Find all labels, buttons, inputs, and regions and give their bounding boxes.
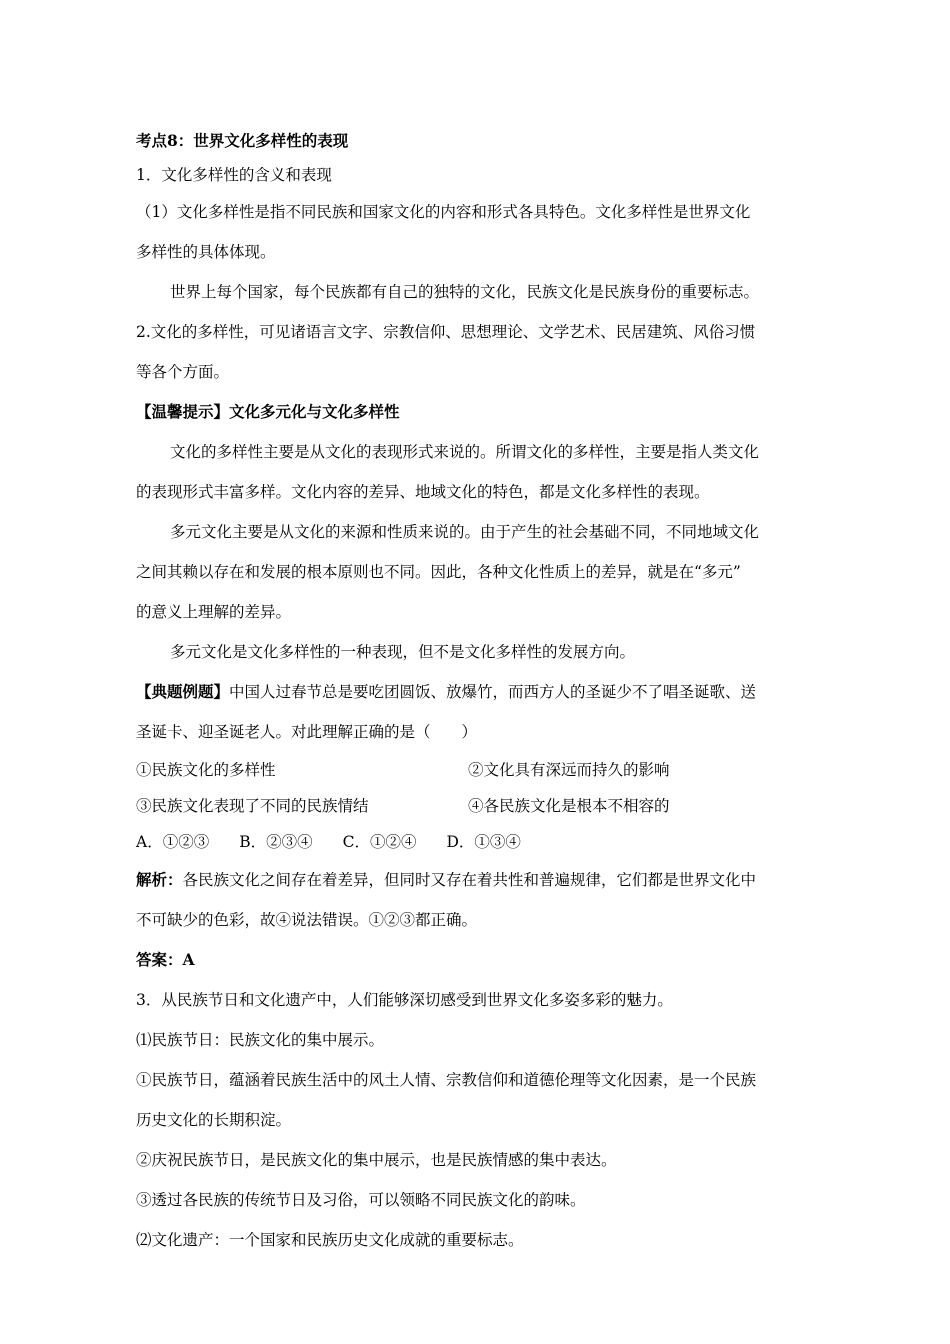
option-d: D．①③④ [446,833,521,851]
section3-item2: ②庆祝民族节日，是民族文化的集中展示，也是民族情感的集中表达。 [136,1151,617,1169]
tip-title: 文化多元化与文化多样性 [229,402,400,421]
example-options [136,824,816,860]
section1-paragraph1-line2: 多样性的具体体现。 [136,243,276,261]
tip-paragraph2-line3: 的意义上理解的差异。 [136,603,292,621]
analysis-line1 [136,860,816,900]
tip-paragraph1-line1: 文化的多样性主要是从文化的表现形式来说的。所谓文化的多样性，主要是指人类文化 [170,443,760,461]
analysis-line2: 不可缺少的色彩，故④说法错误。①②③都正确。 [136,911,478,929]
tip-label: 【温馨提示】 [136,402,230,421]
tip-heading [136,392,816,432]
example-stem-line1 [136,672,816,712]
analysis-label: 解析： [136,870,183,889]
document-content [136,124,816,1260]
section1-paragraph1-line1: （1）文化多样性是指不同民族和国家文化的内容和形式各具特色。文化多样性是世界文化 [136,203,751,221]
section1-title: 1．文化多样性的含义和表现 [136,166,332,184]
section2-line2: 等各个方面。 [136,363,230,381]
section2-line1: 2.文化的多样性，可见诸语言文字、宗教信仰、思想理论、文学艺术、民居建筑、风俗习惯 [136,323,756,341]
example-items-row1 [136,752,816,788]
tip-paragraph2-line2: 之间其赖以存在和发展的根本原则也不同。因此，各种文化性质上的差异，就是在“多元” [136,563,741,581]
section3-title: 3．从民族节日和文化遗产中，人们能够深切感受到世界文化多姿多彩的魅力。 [136,991,673,1009]
option-c: C．①②④ [342,833,417,851]
tip-paragraph2-line1: 多元文化主要是从文化的来源和性质来说的。由于产生的社会基础不同，不同地域文化 [170,523,760,541]
answer-line [136,940,816,980]
tip-paragraph3: 多元文化是文化多样性的一种表现，但不是文化多样性的发展方向。 [170,643,636,661]
option-b: B．②③④ [239,833,313,851]
section3-item1-line1: ①民族节日，蕴涵着民族生活中的风土人情、宗教信仰和道德伦理等文化因素，是一个民族 [136,1071,757,1089]
answer-label: 答案： [136,950,183,969]
example-item-3: ③民族文化表现了不同的民族情结 [136,797,369,815]
analysis-text: 各民族文化之间存在着差异，但同时又存在着共性和普遍规律，它们都是世界文化中 [182,871,757,889]
example-stem-line2: 圣诞卡、迎圣诞老人。对此理解正确的是（ ） [136,723,478,741]
section3-sub2: ⑵文化遗产：一个国家和民族历史文化成就的重要标志。 [136,1231,524,1249]
example-stem-text: 中国人过春节总是要吃团圆饭、放爆竹，而西方人的圣诞少不了唱圣诞歌、送 [229,683,757,701]
tip-paragraph1-line2: 的表现形式丰富多样。文化内容的差异、地域文化的特色，都是文化多样性的表现。 [136,483,710,501]
section1-paragraph2: 世界上每个国家，每个民族都有自己的独特的文化，民族文化是民族身份的重要标志。 [170,283,760,301]
topic-heading: 考点8：世界文化多样性的表现 [136,131,349,150]
example-item-2: ②文化具有深远而持久的影响 [468,761,670,779]
option-a: A．①②③ [136,833,210,851]
example-item-1: ①民族文化的多样性 [136,761,276,779]
section3-sub1: ⑴民族节日：民族文化的集中展示。 [136,1031,385,1049]
example-label: 【典题例题】 [136,682,230,701]
section3-item1-line2: 历史文化的长期积淀。 [136,1111,292,1129]
example-items-row2 [136,788,816,824]
section3-item3: ③透过各民族的传统节日及习俗，可以领略不同民族文化的韵味。 [136,1191,586,1209]
example-item-4: ④各民族文化是根本不相容的 [468,797,670,815]
answer-value: A [182,950,195,969]
